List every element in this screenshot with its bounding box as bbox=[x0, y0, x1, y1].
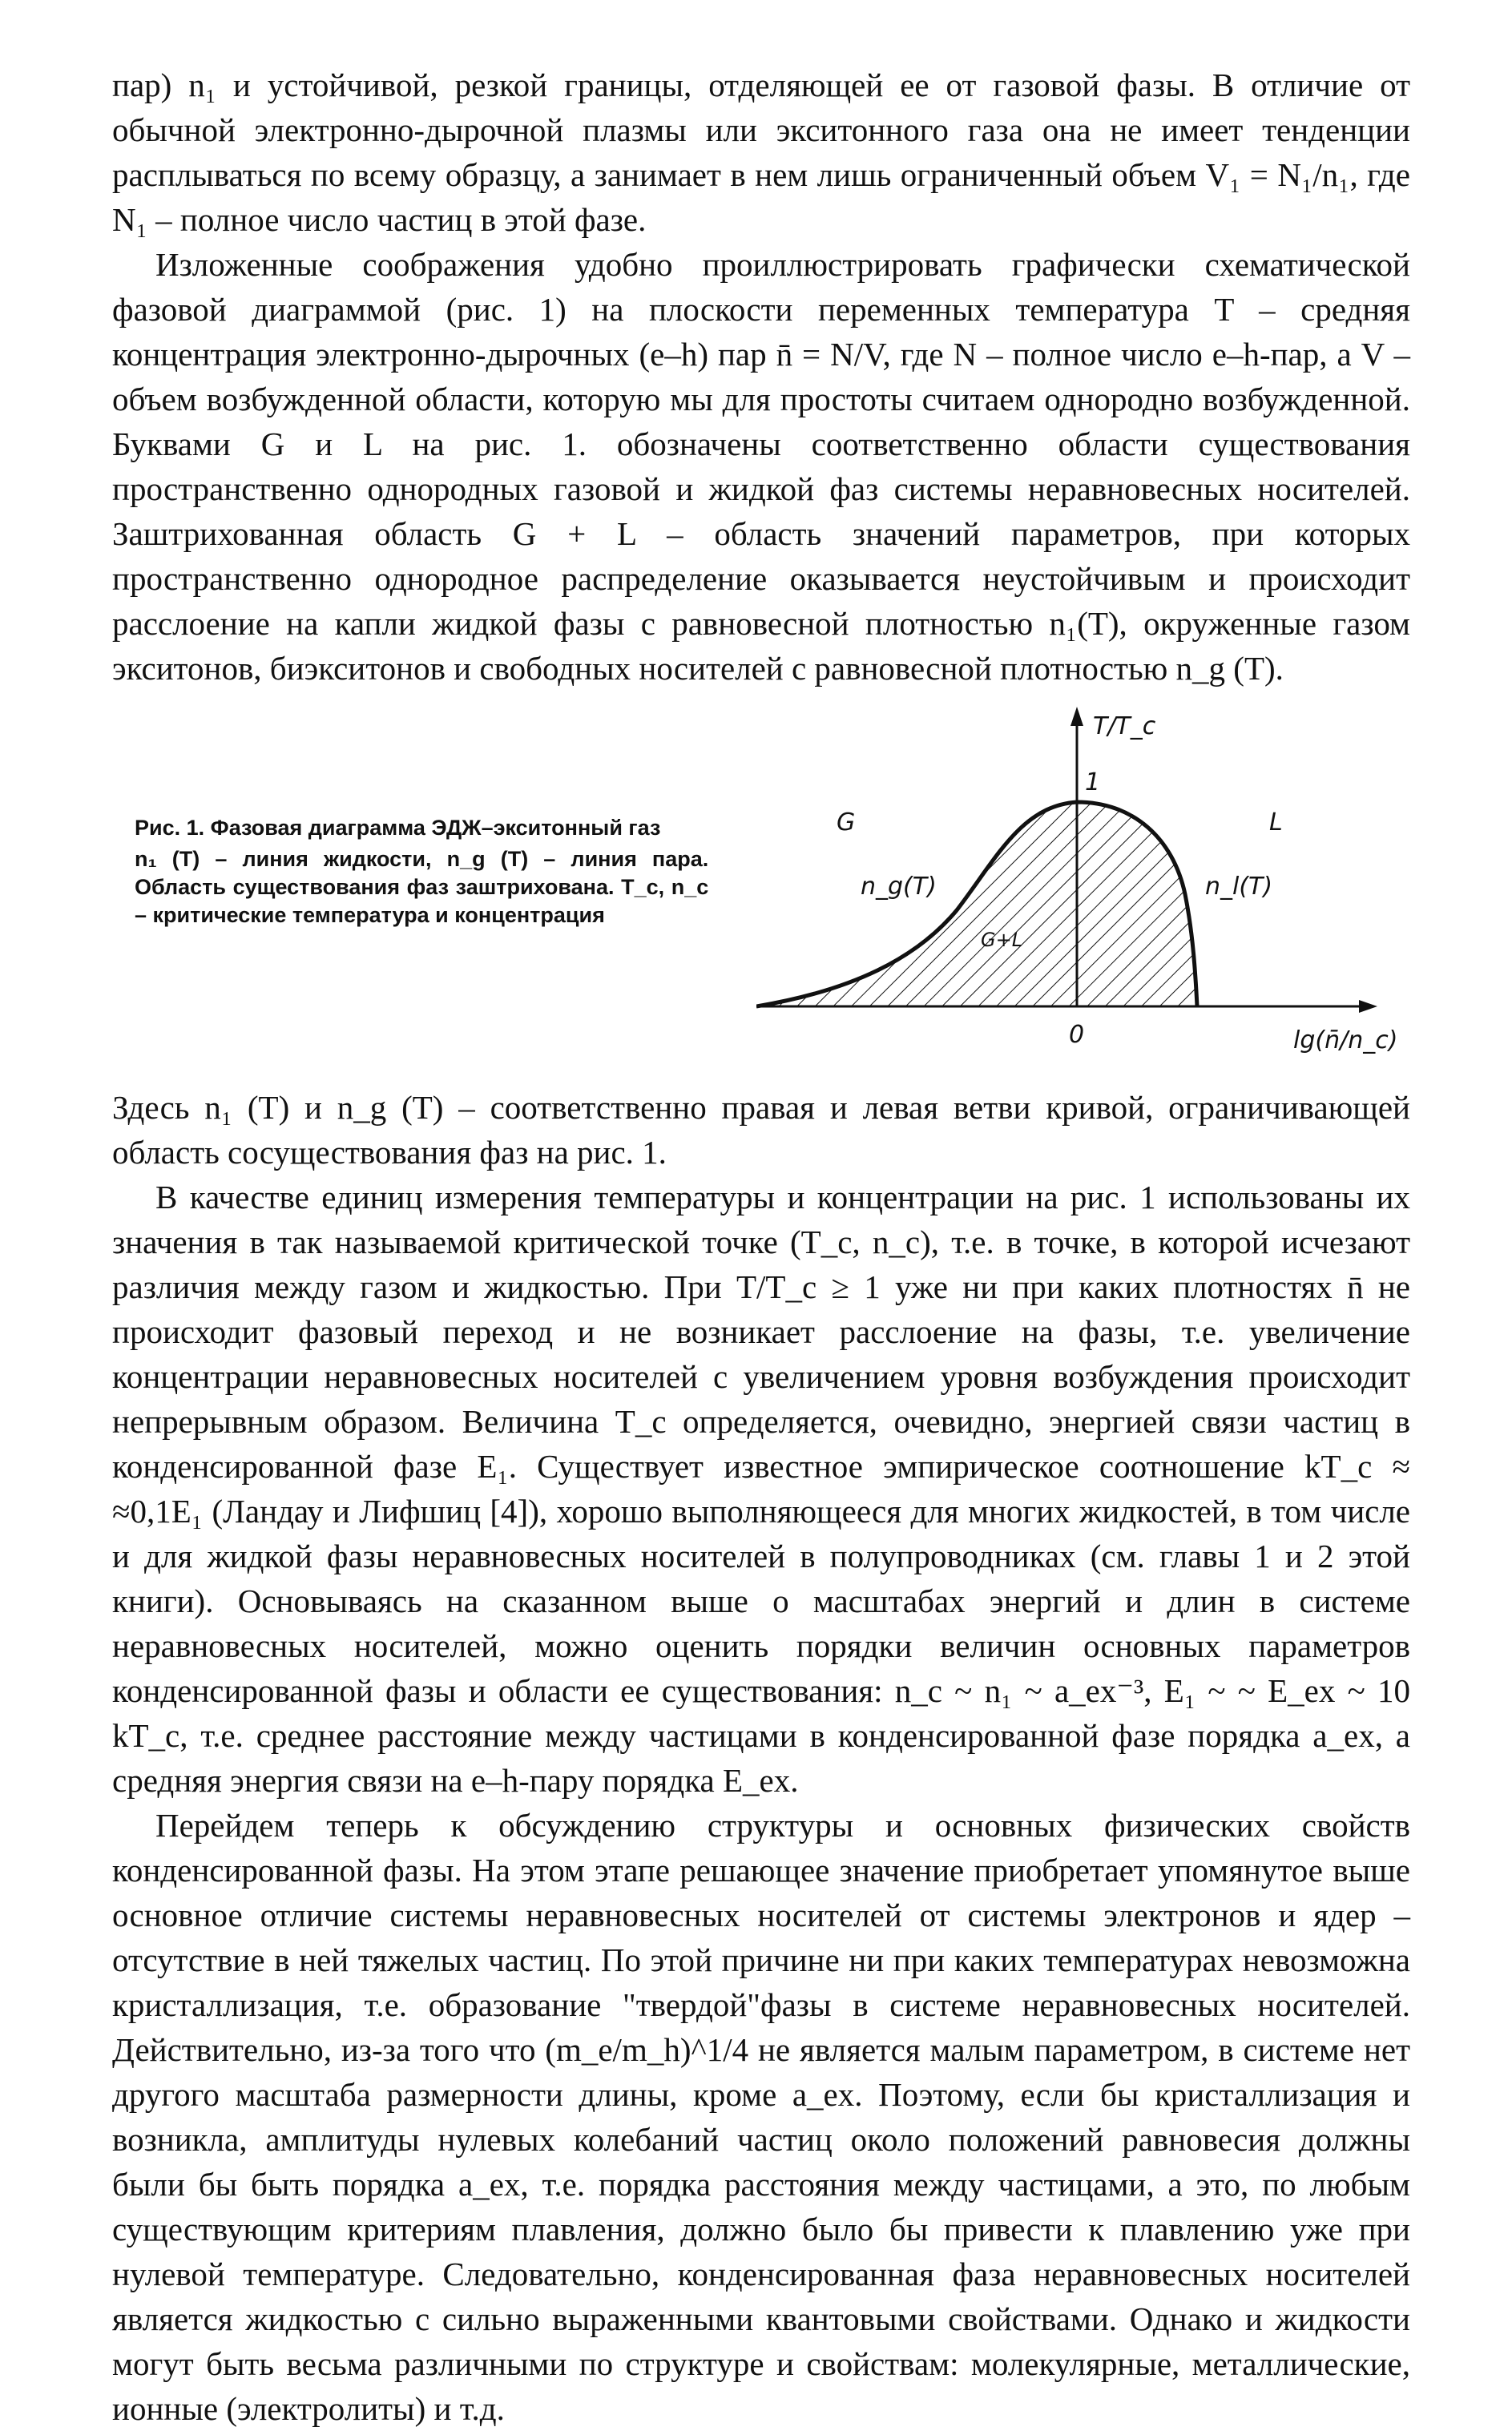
paragraph-4: В качестве единиц измерения температуры и концентрации на рис. 1 использованы их значения в так называемой критической точке (T_c, n_c), т.е. в точке, в которой исчезают различия между газом и жидкостью. При T/T_c ≥ 1 уже ни при каких плотностях n̄ не происходит фазовый переход и не возникает расслоение на фазы, т.е. увеличение концентрации неравновесных носителей с увеличением уровня возбуждения происходит непрерывным образом. Величина T_c определяется, очевидно, энергией связи частиц в конденсированной фазе E₁. Существует известное эмпирическое соотношение kT_c ≈ ≈0,1E₁ (Ландау и Лифшиц [4]), хорошо выполняющееся для многих жидкостей, в том числе и для жидкой фазы неравновесных носителей в полупроводниках (см. главы 1 и 2 этой книги). Основываясь на сказанном выше о масштабах энергий и длин в системе неравновесных носителей, можно оценить порядки величин основных параметров конденсированной фазы и области ее существования: n_c ~ n₁ ~ a_ex⁻³, E₁ ~ ~ E_ex ~ 10 kT_c, т.е. среднее расстояние между частицами в конденсированной фазе порядка a_ex, а средняя энергия связи на e–h-пару порядка E_ex. bbox=[112, 1179, 1410, 1799]
y-axis-label: T/T_c bbox=[1093, 712, 1156, 740]
peak-label: 1 bbox=[1085, 768, 1101, 796]
figure-caption-body: n₁ (T) – линия жидкости, n_g (T) – линия пара. Область существования фаз заштрихована. T_c, n_c – критические температура и концентрация bbox=[135, 847, 709, 927]
x-axis-label: lg(n̄/n_c) bbox=[1293, 1026, 1398, 1054]
liquid-line-label: n_l(T) bbox=[1205, 873, 1273, 901]
origin-label: 0 bbox=[1069, 1021, 1085, 1049]
y-axis-arrow bbox=[1070, 707, 1083, 726]
paragraph-5: Перейдем теперь к обсуждению структуры и основных физических свойств конденсированной фазы. На этом этапе решающее значение приобретает упомянутое выше основное отличие системы неравновесных носителей от системы электронов и ядер – отсутствие в ней тяжелых частиц. По этой причине ни при каких температурах невозможна кристаллизация, т.е. образование "твердой"фазы в системе неравновесных носителей. Действительно, из-за того что (m_e/m_h)^1/4 не является малым параметром, в системе нет другого масштаба размерности длины, кроме a_ex. Поэтому, если бы кристаллизация и возникла, амплитуды нулевых колебаний частиц около положений равновесия должны были бы быть порядка a_ex, т.е. порядка расстояния между частицами, а это, по любым существующим критериям плавления, должно было бы привести к плавлению уже при нулевой температуре. Следовательно, конденсированная фаза неравновесных носителей является жидкостью с сильно выраженными квантовыми свойствами. Однако и жидкости могут быть весьма различными по структуре и свойствам: молекулярные, металлические, ионные (электролиты) и т.д. bbox=[112, 1807, 1410, 2427]
figure-caption bbox=[112, 814, 708, 929]
page bbox=[112, 62, 1410, 2431]
x-axis-arrow bbox=[1359, 1000, 1377, 1013]
figure-caption-title: Рис. 1. Фазовая диаграмма ЭДЖ–экситонный газ bbox=[135, 816, 661, 840]
figure-block bbox=[112, 702, 1410, 1070]
phase-diagram-svg bbox=[756, 702, 1413, 1070]
region-coexist-label: G+L bbox=[981, 929, 1023, 951]
paragraph-2: Изложенные соображения удобно проиллюстрировать графически схематической фазовой диаграммой (рис. 1) на плоскости переменных температура T – средняя концентрация электронно-дырочных (e–h) пар n̄ = N/V, где N – полное число e–h-пар, а V – объем возбужденной области, которую мы для простоты считаем однородно возбужденной. Буквами G и L на рис. 1. обозначены соответственно области существования пространственно однородных газовой и жидкой фаз системы неравновесных носителей. Заштрихованная область G + L – область значений параметров, при которых пространственно однородное распределение оказывается неустойчивым и происходит расслоение на капли жидкой фазы с равновесной плотностью n₁(T), окруженные газом экситонов, биэкситонов и свободных носителей с равновесной плотностью n_g (T). bbox=[112, 246, 1410, 687]
paragraph-1: пар) n₁ и устойчивой, резкой границы, отделяющей ее от газовой фазы. В отличие от обычной электронно-дырочной плазмы или экситонного газа она не имеет тенденции расплываться по всему образцу, а занимает в нем лишь ограниченный объем V₁ = N₁/n₁, где N₁ – полное число частиц в этой фазе. bbox=[112, 67, 1410, 238]
phase-diagram bbox=[756, 702, 1410, 1070]
paragraph-3: Здесь n₁ (T) и n_g (T) – соответственно правая и левая ветви кривой, ограничивающей область сосуществования фаз на рис. 1. bbox=[112, 1089, 1410, 1171]
vapor-line-label: n_g(T) bbox=[861, 873, 937, 901]
coexistence-region bbox=[756, 802, 1197, 1006]
region-liquid-label: L bbox=[1269, 808, 1283, 837]
region-gas-label: G bbox=[837, 808, 856, 837]
